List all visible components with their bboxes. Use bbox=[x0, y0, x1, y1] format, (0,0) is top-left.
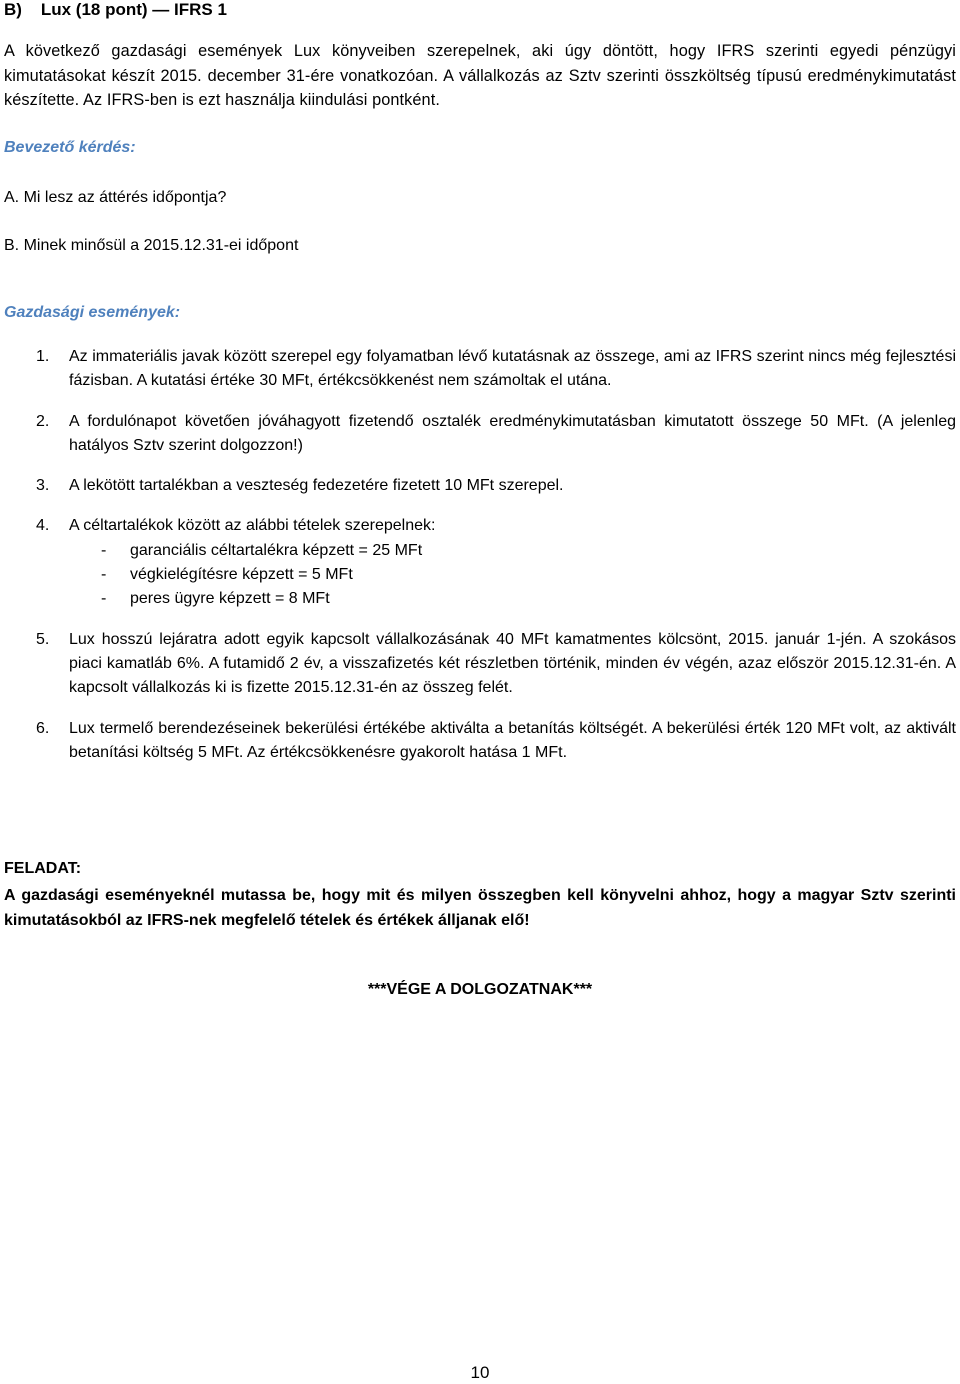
event-item bbox=[4, 474, 956, 498]
question-a: A. Mi lesz az áttérés időpontja? bbox=[4, 189, 227, 206]
page-number: 10 bbox=[470, 1363, 490, 1382]
list-item: - végkielégítésre képzett = 5 MFt bbox=[4, 563, 956, 587]
provision-item-text: végkielégítésre képzett = 5 MFt bbox=[130, 566, 353, 584]
event-number: 2. bbox=[36, 412, 50, 430]
provision-item-text: garanciális céltartalékra képzett = 25 MFt bbox=[130, 541, 423, 559]
event-number: 5. bbox=[36, 630, 50, 648]
event-number: 3. bbox=[36, 477, 50, 495]
event-text: A lekötött tartalékban a veszteség fedezetére fizetett 10 MFt szerepel. bbox=[69, 477, 564, 495]
section-heading: B) Lux (18 pont) — IFRS 1 bbox=[4, 0, 227, 19]
question-b: B. Minek minősül a 2015.12.31-ei időpont bbox=[4, 237, 299, 254]
events-heading: Gazdasági események: bbox=[4, 304, 181, 321]
event-item bbox=[4, 514, 956, 611]
event-number: 6. bbox=[36, 719, 50, 737]
event-number: 4. bbox=[36, 517, 50, 535]
event-number: 1. bbox=[36, 348, 50, 365]
provision-item-text: peres ügyre képzett = 8 MFt bbox=[130, 590, 330, 608]
event-text: Lux hosszú lejáratra adott egyik kapcsolt vállalkozásának 40 MFt kamatmentes kölcsönt, 2015. január 1-jén. A szokásos piaci kamatláb 6%. A futamidő 2 év, a visszafizetés két részletben történik, minden év végén, azaz először 2015.12.31-én. A kapcsolt vállalkozás ki is fizette 2015.12.31-én az összeg felét. bbox=[69, 630, 956, 697]
events-list bbox=[4, 345, 956, 781]
end-of-exam-text: ***VÉGE A DOLGOZATNAK*** bbox=[367, 981, 593, 998]
list-item: - garanciális céltartalékra képzett = 25 MFt bbox=[4, 539, 956, 563]
event-item bbox=[4, 410, 956, 459]
task-title: FELADAT: bbox=[4, 860, 82, 877]
intro-question-heading: Bevezető kérdés: bbox=[4, 139, 136, 156]
task-text: A gazdasági eseményeknél mutassa be, hogy mit és milyen összegben kell könyvelni ahhoz, hogy a magyar Sztv szerinti kimutatásokból az IFRS-nek megfelelő tételek és értékek álljanak elő! bbox=[4, 887, 956, 929]
event-item bbox=[4, 717, 956, 766]
event-item bbox=[4, 345, 956, 394]
event-text: A céltartalékok között az alábbi tételek szerepelnek: bbox=[69, 517, 436, 535]
event-text: Az immateriális javak között szerepel egy folyamatban lévő kutatásnak az összege, ami az IFRS szerint nincs még fejlesztési fázisban. A kutatási értéke 30 MFt, értékcsökkenést nem számoltak el utána. bbox=[69, 348, 956, 390]
event-text: Lux termelő berendezéseinek bekerülési értékébe aktiválta a betanítás költségét. A bekerülési érték 120 MFt volt, az aktivált betanítási költség 5 MFt. Az értékcsökkenésre gyakorolt hatása 1 MFt. bbox=[69, 719, 956, 761]
intro-paragraph: A következő gazdasági események Lux könyveiben szerepelnek, aki úgy döntött, hogy IFRS szerinti egyedi pénzügyi kimutatásokat készít 2015. december 31-ére vonatkozóan. A vállalkozás az Sztv szerinti összköltség típusú eredménykimutatást készítette. Az IFRS-ben is ezt használja kiindulási pontként. bbox=[4, 42, 956, 109]
event-item bbox=[4, 628, 956, 701]
event-text: A fordulónapot követően jóváhagyott fizetendő osztalék eredménykimutatásban kimutatott összege 50 MFt. (A jelenleg hatályos Sztv szerint dolgozzon!) bbox=[69, 412, 956, 454]
list-item: - peres ügyre képzett = 8 MFt bbox=[4, 587, 956, 611]
provision-items bbox=[69, 539, 956, 612]
